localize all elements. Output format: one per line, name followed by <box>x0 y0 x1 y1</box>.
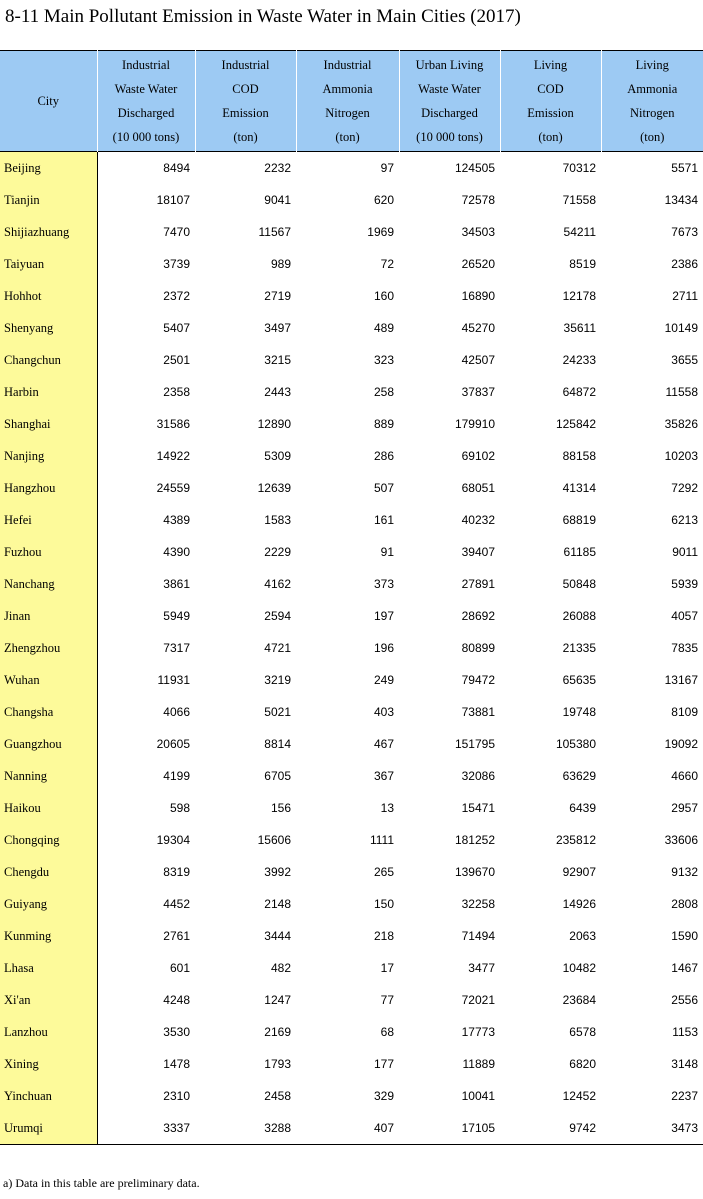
header-line: Emission <box>527 106 574 120</box>
city-cell: Yinchuan <box>0 1080 97 1112</box>
value-cell: 39407 <box>461 545 495 559</box>
value-cell: 15606 <box>257 833 291 847</box>
value-cell: 407 <box>373 1121 394 1135</box>
value-cell: 181252 <box>454 833 495 847</box>
value-cell: 2169 <box>264 1025 291 1039</box>
value-cell: 156 <box>270 801 291 815</box>
value-cell: 8814 <box>264 737 291 751</box>
value-cell: 26520 <box>461 257 495 271</box>
table-row <box>0 760 703 792</box>
value-cell: 35826 <box>664 417 698 431</box>
header-line: Waste Water <box>418 82 481 96</box>
value-cell: 9041 <box>264 193 291 207</box>
header-line: Living <box>635 58 669 72</box>
value-cell: 19092 <box>664 737 698 751</box>
value-cell: 3739 <box>163 257 190 271</box>
table-row <box>0 984 703 1016</box>
table-row <box>0 536 703 568</box>
city-cell: Guangzhou <box>0 728 97 760</box>
city-cell: Beijing <box>0 152 97 185</box>
value-cell: 139670 <box>454 865 495 879</box>
city-cell: Chongqing <box>0 824 97 856</box>
city-cell: Tianjin <box>0 184 97 216</box>
city-cell: Hefei <box>0 504 97 536</box>
column-header-industrial-waste-water <box>97 51 195 152</box>
value-cell: 3215 <box>264 353 291 367</box>
value-cell: 5021 <box>264 705 291 719</box>
table-row <box>0 1112 703 1145</box>
value-cell: 4721 <box>264 641 291 655</box>
table-row <box>0 632 703 664</box>
value-cell: 6578 <box>569 1025 596 1039</box>
value-cell: 21335 <box>562 641 596 655</box>
header-line: Emission <box>222 106 269 120</box>
header-line: Ammonia <box>322 82 373 96</box>
value-cell: 17 <box>380 961 394 975</box>
value-cell: 19304 <box>156 833 190 847</box>
value-cell: 20605 <box>156 737 190 751</box>
value-cell: 9011 <box>672 545 698 559</box>
table-row <box>0 568 703 600</box>
value-cell: 31586 <box>156 417 190 431</box>
value-cell: 15471 <box>461 801 495 815</box>
value-cell: 367 <box>373 769 394 783</box>
value-cell: 13 <box>380 801 394 815</box>
value-cell: 5407 <box>163 321 190 335</box>
value-cell: 11889 <box>462 1057 495 1071</box>
city-cell: Harbin <box>0 376 97 408</box>
table-row <box>0 824 703 856</box>
header-line: (ton) <box>335 130 360 144</box>
table-row <box>0 1080 703 1112</box>
column-header-city: City <box>0 51 97 152</box>
value-cell: 6820 <box>569 1057 596 1071</box>
header-line: Industrial <box>122 58 170 72</box>
header-line: (10 000 tons) <box>112 130 180 144</box>
table-row <box>0 408 703 440</box>
value-cell: 3337 <box>163 1121 190 1135</box>
table-row <box>0 152 703 185</box>
value-cell: 2063 <box>569 929 596 943</box>
value-cell: 41314 <box>562 481 596 495</box>
footnote: a) Data in this table are preliminary data. <box>3 1176 200 1190</box>
value-cell: 161 <box>373 513 394 527</box>
table-body <box>0 152 703 1145</box>
value-cell: 12178 <box>562 289 596 303</box>
value-cell: 4162 <box>264 577 291 591</box>
header-line: COD <box>232 82 259 96</box>
value-cell: 196 <box>373 641 394 655</box>
value-cell: 3219 <box>264 673 291 687</box>
header-line: (10 000 tons) <box>416 130 483 144</box>
value-cell: 2594 <box>264 609 291 623</box>
table-row <box>0 920 703 952</box>
table-row <box>0 728 703 760</box>
value-cell: 3477 <box>468 961 495 975</box>
value-cell: 598 <box>169 801 190 815</box>
value-cell: 72021 <box>461 993 495 1007</box>
value-cell: 403 <box>373 705 394 719</box>
city-cell: Lanzhou <box>0 1016 97 1048</box>
value-cell: 2232 <box>264 161 291 175</box>
value-cell: 24233 <box>562 353 596 367</box>
value-cell: 7835 <box>671 641 698 655</box>
city-cell: Xi'an <box>0 984 97 1016</box>
value-cell: 151795 <box>454 737 495 751</box>
value-cell: 92907 <box>562 865 596 879</box>
value-cell: 18107 <box>156 193 190 207</box>
value-cell: 71558 <box>562 193 596 207</box>
value-cell: 10041 <box>461 1089 495 1103</box>
value-cell: 160 <box>373 289 394 303</box>
value-cell: 23684 <box>562 993 596 1007</box>
table-row <box>0 312 703 344</box>
table-row <box>0 856 703 888</box>
table-row <box>0 504 703 536</box>
value-cell: 68819 <box>562 513 596 527</box>
header-line: COD <box>537 82 564 96</box>
value-cell: 12890 <box>257 417 291 431</box>
value-cell: 373 <box>373 577 394 591</box>
value-cell: 11931 <box>157 673 190 687</box>
value-cell: 5939 <box>671 577 698 591</box>
value-cell: 12452 <box>562 1089 596 1103</box>
city-cell: Xining <box>0 1048 97 1080</box>
city-cell: Hangzhou <box>0 472 97 504</box>
value-cell: 4660 <box>671 769 698 783</box>
city-cell: Shanghai <box>0 408 97 440</box>
value-cell: 14922 <box>156 449 190 463</box>
column-header-living-cod <box>500 51 601 152</box>
value-cell: 1969 <box>367 225 394 239</box>
value-cell: 8319 <box>163 865 190 879</box>
value-cell: 3992 <box>264 865 291 879</box>
value-cell: 11558 <box>665 385 698 399</box>
table-title: 8-11 Main Pollutant Emission in Waste Water in Main Cities (2017) <box>5 6 521 27</box>
value-cell: 4066 <box>163 705 190 719</box>
city-cell: Changsha <box>0 696 97 728</box>
value-cell: 1111 <box>369 833 394 847</box>
value-cell: 34503 <box>461 225 495 239</box>
header-line: Industrial <box>221 58 270 72</box>
value-cell: 179910 <box>454 417 495 431</box>
value-cell: 3497 <box>264 321 291 335</box>
value-cell: 88158 <box>562 449 596 463</box>
value-cell: 265 <box>373 865 394 879</box>
value-cell: 2719 <box>264 289 291 303</box>
value-cell: 4057 <box>671 609 698 623</box>
column-header-urban-living-waste-water <box>399 51 500 152</box>
value-cell: 8109 <box>671 705 698 719</box>
city-cell: Kunming <box>0 920 97 952</box>
value-cell: 45270 <box>461 321 495 335</box>
value-cell: 5309 <box>264 449 291 463</box>
city-cell: Nanchang <box>0 568 97 600</box>
city-cell: Nanjing <box>0 440 97 472</box>
column-header-industrial-ammonia <box>296 51 399 152</box>
value-cell: 33606 <box>664 833 698 847</box>
header-line: Urban Living <box>415 58 484 72</box>
value-cell: 482 <box>270 961 291 975</box>
value-cell: 73881 <box>461 705 495 719</box>
value-cell: 329 <box>373 1089 394 1103</box>
value-cell: 2808 <box>671 897 698 911</box>
value-cell: 2229 <box>264 545 291 559</box>
value-cell: 2501 <box>163 353 190 367</box>
city-cell: Lhasa <box>0 952 97 984</box>
value-cell: 79472 <box>461 673 495 687</box>
value-cell: 1590 <box>671 929 698 943</box>
header-line: Discharged <box>117 106 175 120</box>
value-cell: 507 <box>373 481 394 495</box>
value-cell: 42507 <box>461 353 495 367</box>
value-cell: 7673 <box>671 225 698 239</box>
value-cell: 69102 <box>461 449 495 463</box>
header-line: (ton) <box>233 130 258 144</box>
table-row <box>0 248 703 280</box>
value-cell: 12639 <box>257 481 291 495</box>
value-cell: 10203 <box>664 449 698 463</box>
value-cell: 3655 <box>671 353 698 367</box>
table-row <box>0 472 703 504</box>
city-cell: Wuhan <box>0 664 97 696</box>
value-cell: 13434 <box>664 193 698 207</box>
value-cell: 2358 <box>163 385 190 399</box>
table-row <box>0 952 703 984</box>
value-cell: 7470 <box>163 225 190 239</box>
header-line: (ton) <box>538 130 563 144</box>
value-cell: 11567 <box>258 225 291 239</box>
value-cell: 2556 <box>671 993 698 1007</box>
value-cell: 124505 <box>454 161 495 175</box>
value-cell: 68 <box>380 1025 394 1039</box>
value-cell: 620 <box>373 193 394 207</box>
table-row <box>0 344 703 376</box>
city-cell: Haikou <box>0 792 97 824</box>
table-row <box>0 376 703 408</box>
city-cell: Fuzhou <box>0 536 97 568</box>
value-cell: 1583 <box>264 513 291 527</box>
column-header-industrial-cod <box>195 51 296 152</box>
table-row <box>0 280 703 312</box>
value-cell: 40232 <box>461 513 495 527</box>
city-cell: Guiyang <box>0 888 97 920</box>
value-cell: 6213 <box>671 513 698 527</box>
value-cell: 125842 <box>555 417 596 431</box>
value-cell: 13167 <box>664 673 698 687</box>
value-cell: 10149 <box>664 321 698 335</box>
value-cell: 6705 <box>264 769 291 783</box>
value-cell: 3861 <box>163 577 190 591</box>
value-cell: 24559 <box>156 481 190 495</box>
value-cell: 1478 <box>163 1057 190 1071</box>
city-cell: Urumqi <box>0 1112 97 1145</box>
value-cell: 80899 <box>461 641 495 655</box>
table-row <box>0 696 703 728</box>
value-cell: 50848 <box>562 577 596 591</box>
value-cell: 61185 <box>563 545 596 559</box>
value-cell: 27891 <box>461 577 495 591</box>
value-cell: 37837 <box>461 385 495 399</box>
value-cell: 14926 <box>562 897 596 911</box>
value-cell: 150 <box>373 897 394 911</box>
value-cell: 467 <box>373 737 394 751</box>
value-cell: 323 <box>373 353 394 367</box>
value-cell: 489 <box>373 321 394 335</box>
value-cell: 249 <box>373 673 394 687</box>
value-cell: 2443 <box>264 385 291 399</box>
city-cell: Shenyang <box>0 312 97 344</box>
value-cell: 889 <box>373 417 394 431</box>
value-cell: 72578 <box>461 193 495 207</box>
value-cell: 10482 <box>562 961 596 975</box>
table-row <box>0 440 703 472</box>
city-cell: Shijiazhuang <box>0 216 97 248</box>
value-cell: 77 <box>380 993 394 1007</box>
header-line: Living <box>533 58 568 72</box>
header-line: (ton) <box>640 130 665 144</box>
value-cell: 3444 <box>264 929 291 943</box>
header-line: Waste Water <box>114 82 178 96</box>
value-cell: 3530 <box>163 1025 190 1039</box>
city-cell: Taiyuan <box>0 248 97 280</box>
value-cell: 197 <box>373 609 394 623</box>
city-cell: Hohhot <box>0 280 97 312</box>
header-line: Industrial <box>323 58 372 72</box>
column-header-living-ammonia <box>601 51 703 152</box>
value-cell: 1793 <box>264 1057 291 1071</box>
value-cell: 2310 <box>163 1089 190 1103</box>
value-cell: 4452 <box>163 897 190 911</box>
value-cell: 7292 <box>671 481 698 495</box>
value-cell: 65635 <box>562 673 596 687</box>
value-cell: 9132 <box>671 865 698 879</box>
value-cell: 218 <box>373 929 394 943</box>
value-cell: 1467 <box>671 961 698 975</box>
header-line: Nitrogen <box>630 106 675 120</box>
value-cell: 177 <box>373 1057 394 1071</box>
emission-table <box>0 50 703 1145</box>
value-cell: 17773 <box>461 1025 495 1039</box>
value-cell: 8519 <box>569 257 596 271</box>
value-cell: 1247 <box>264 993 291 1007</box>
value-cell: 3288 <box>264 1121 291 1135</box>
value-cell: 2761 <box>163 929 190 943</box>
value-cell: 19748 <box>562 705 596 719</box>
value-cell: 258 <box>373 385 394 399</box>
value-cell: 35611 <box>563 321 596 335</box>
city-cell: Zhengzhou <box>0 632 97 664</box>
header-line: Ammonia <box>627 82 678 96</box>
header-line: Nitrogen <box>325 106 370 120</box>
value-cell: 4389 <box>163 513 190 527</box>
city-cell: Chengdu <box>0 856 97 888</box>
table-row <box>0 600 703 632</box>
value-cell: 2148 <box>264 897 291 911</box>
value-cell: 32086 <box>461 769 495 783</box>
city-cell: Jinan <box>0 600 97 632</box>
value-cell: 5571 <box>671 161 698 175</box>
value-cell: 16890 <box>461 289 495 303</box>
city-cell: Nanning <box>0 760 97 792</box>
value-cell: 5949 <box>163 609 190 623</box>
header-line: Discharged <box>421 106 478 120</box>
value-cell: 2711 <box>672 289 698 303</box>
value-cell: 2386 <box>671 257 698 271</box>
value-cell: 28692 <box>461 609 495 623</box>
value-cell: 63629 <box>562 769 596 783</box>
value-cell: 26088 <box>562 609 596 623</box>
value-cell: 2957 <box>671 801 698 815</box>
table-row <box>0 1048 703 1080</box>
value-cell: 72 <box>380 257 394 271</box>
city-cell: Changchun <box>0 344 97 376</box>
value-cell: 3148 <box>671 1057 698 1071</box>
value-cell: 7317 <box>163 641 190 655</box>
table-row <box>0 888 703 920</box>
value-cell: 3473 <box>671 1121 698 1135</box>
value-cell: 601 <box>169 961 190 975</box>
value-cell: 17105 <box>461 1121 495 1135</box>
table-row <box>0 184 703 216</box>
value-cell: 68051 <box>461 481 495 495</box>
value-cell: 64872 <box>562 385 596 399</box>
value-cell: 8494 <box>163 161 190 175</box>
value-cell: 235812 <box>555 833 596 847</box>
value-cell: 1153 <box>672 1025 698 1039</box>
value-cell: 71494 <box>461 929 495 943</box>
value-cell: 989 <box>270 257 291 271</box>
value-cell: 4248 <box>163 993 190 1007</box>
table-row <box>0 1016 703 1048</box>
header-row <box>0 51 703 152</box>
value-cell: 2372 <box>163 289 190 303</box>
value-cell: 6439 <box>569 801 596 815</box>
value-cell: 97 <box>380 161 394 175</box>
value-cell: 4199 <box>163 769 190 783</box>
value-cell: 32258 <box>461 897 495 911</box>
value-cell: 286 <box>373 449 394 463</box>
value-cell: 70312 <box>562 161 596 175</box>
value-cell: 9742 <box>569 1121 596 1135</box>
table-row <box>0 792 703 824</box>
table-row <box>0 216 703 248</box>
value-cell: 105380 <box>555 737 596 751</box>
table-row <box>0 664 703 696</box>
value-cell: 91 <box>380 545 394 559</box>
value-cell: 54211 <box>563 225 596 239</box>
value-cell: 2237 <box>671 1089 698 1103</box>
value-cell: 2458 <box>264 1089 291 1103</box>
value-cell: 4390 <box>163 545 190 559</box>
